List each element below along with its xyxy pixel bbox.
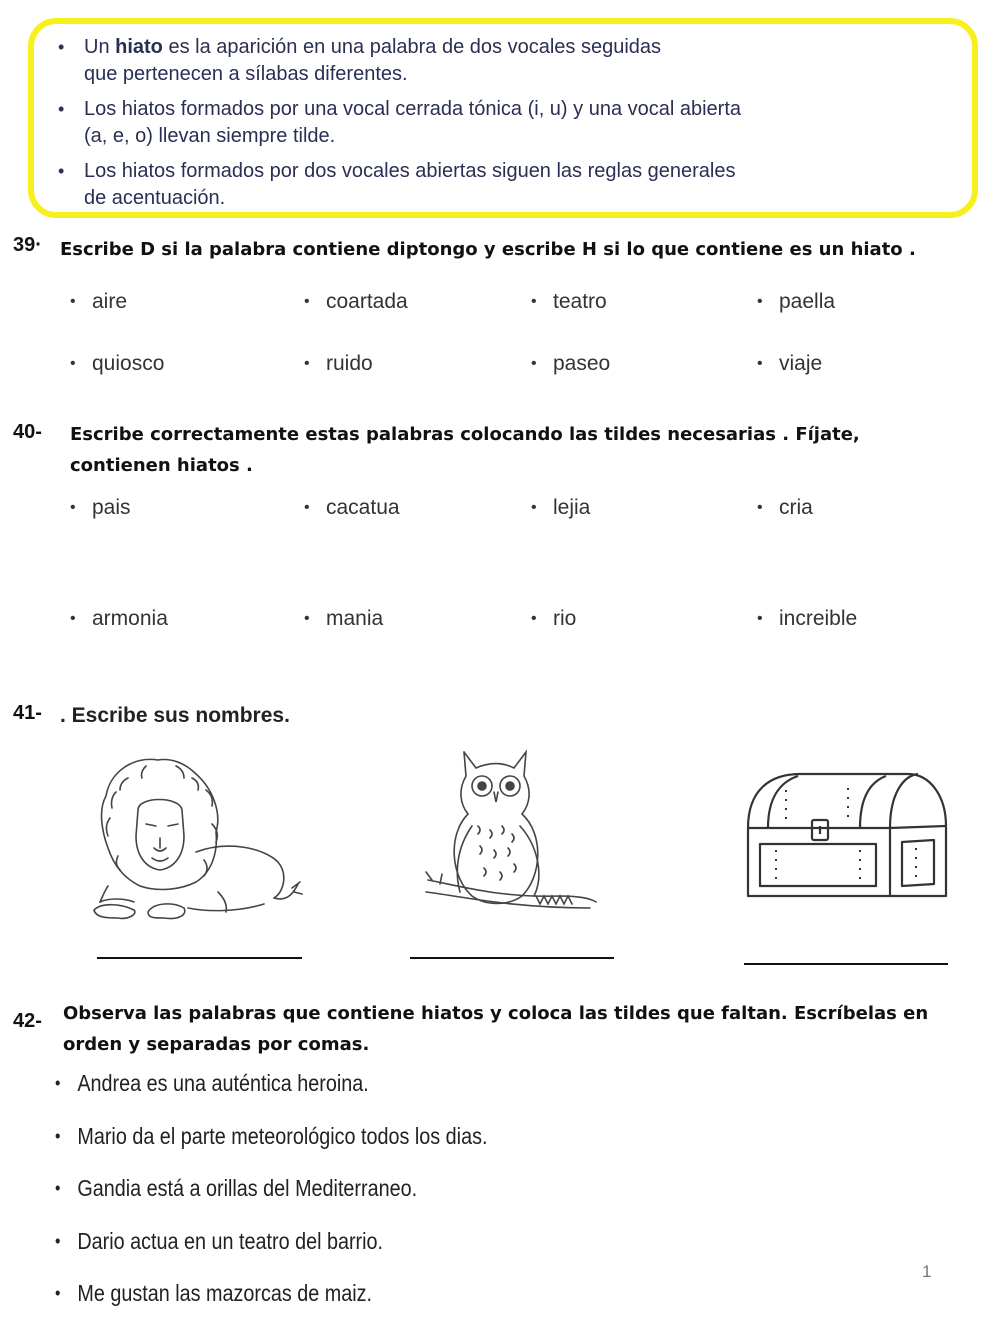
word-item: • pais [70, 496, 131, 519]
word-item: • paella [757, 290, 836, 313]
word-item: • ruido [304, 352, 373, 375]
answer-line[interactable] [410, 957, 614, 959]
owl-image [420, 746, 600, 916]
exercise-42-instruction: Observa las palabras que contiene hiatos y coloca las tildes que faltan. Escríbelas en orden y separadas por comas. [63, 1003, 929, 1055]
word-item: • rio [531, 607, 577, 630]
exercise-39-instruction: Escribe D si la palabra contiene diptongo y escribe H si lo que contiene es un hiato . [60, 239, 916, 260]
exercise-40-number: 40- [13, 421, 42, 443]
exercise-41-number: 41- [13, 702, 42, 724]
word-item: • cria [757, 496, 813, 519]
word-item: • coartada [304, 290, 408, 313]
word-item: • teatro [531, 290, 607, 313]
word-item: • paseo [531, 352, 611, 375]
exercise-41-instruction: . Escribe sus nombres. [60, 704, 290, 727]
bullet-icon: • [58, 161, 65, 181]
word-item: • armonia [70, 607, 168, 630]
answer-line[interactable] [744, 963, 948, 965]
bullet-icon: • [58, 37, 65, 57]
word-item: • aire [70, 290, 128, 313]
word-item: • quiosco [70, 352, 165, 375]
lion-image [88, 752, 303, 922]
bullet-icon: • [58, 99, 65, 119]
word-item: • mania [304, 607, 384, 630]
hiato-term: hiato [115, 36, 163, 58]
word-item: • increible [757, 607, 858, 630]
exercise-42-number: 42- [13, 1010, 42, 1032]
sentence-item: • Mario da el parte meteorológico todos los dias. [55, 1123, 488, 1149]
page-number: 1 [922, 1262, 932, 1281]
word-item: • viaje [757, 352, 823, 375]
treasure-chest-image [740, 768, 950, 904]
sentence-item: • Dario actua en un teatro del barrio. [55, 1228, 384, 1254]
word-item: • lejia [531, 496, 591, 519]
exercise-40-instruction: Escribe correctamente estas palabras colocando las tildes necesarias . Fíjate, contienen hiatos . [70, 424, 860, 476]
word-item: • cacatua [304, 496, 400, 519]
sentence-item: • Gandia está a orillas del Mediterraneo. [55, 1175, 418, 1201]
answer-line[interactable] [97, 957, 302, 959]
sentence-item: • Andrea es una auténtica heroina. [55, 1070, 369, 1096]
sentence-item: • Me gustan las mazorcas de maiz. [55, 1280, 372, 1306]
exercise-39-number: 39· [13, 234, 42, 256]
